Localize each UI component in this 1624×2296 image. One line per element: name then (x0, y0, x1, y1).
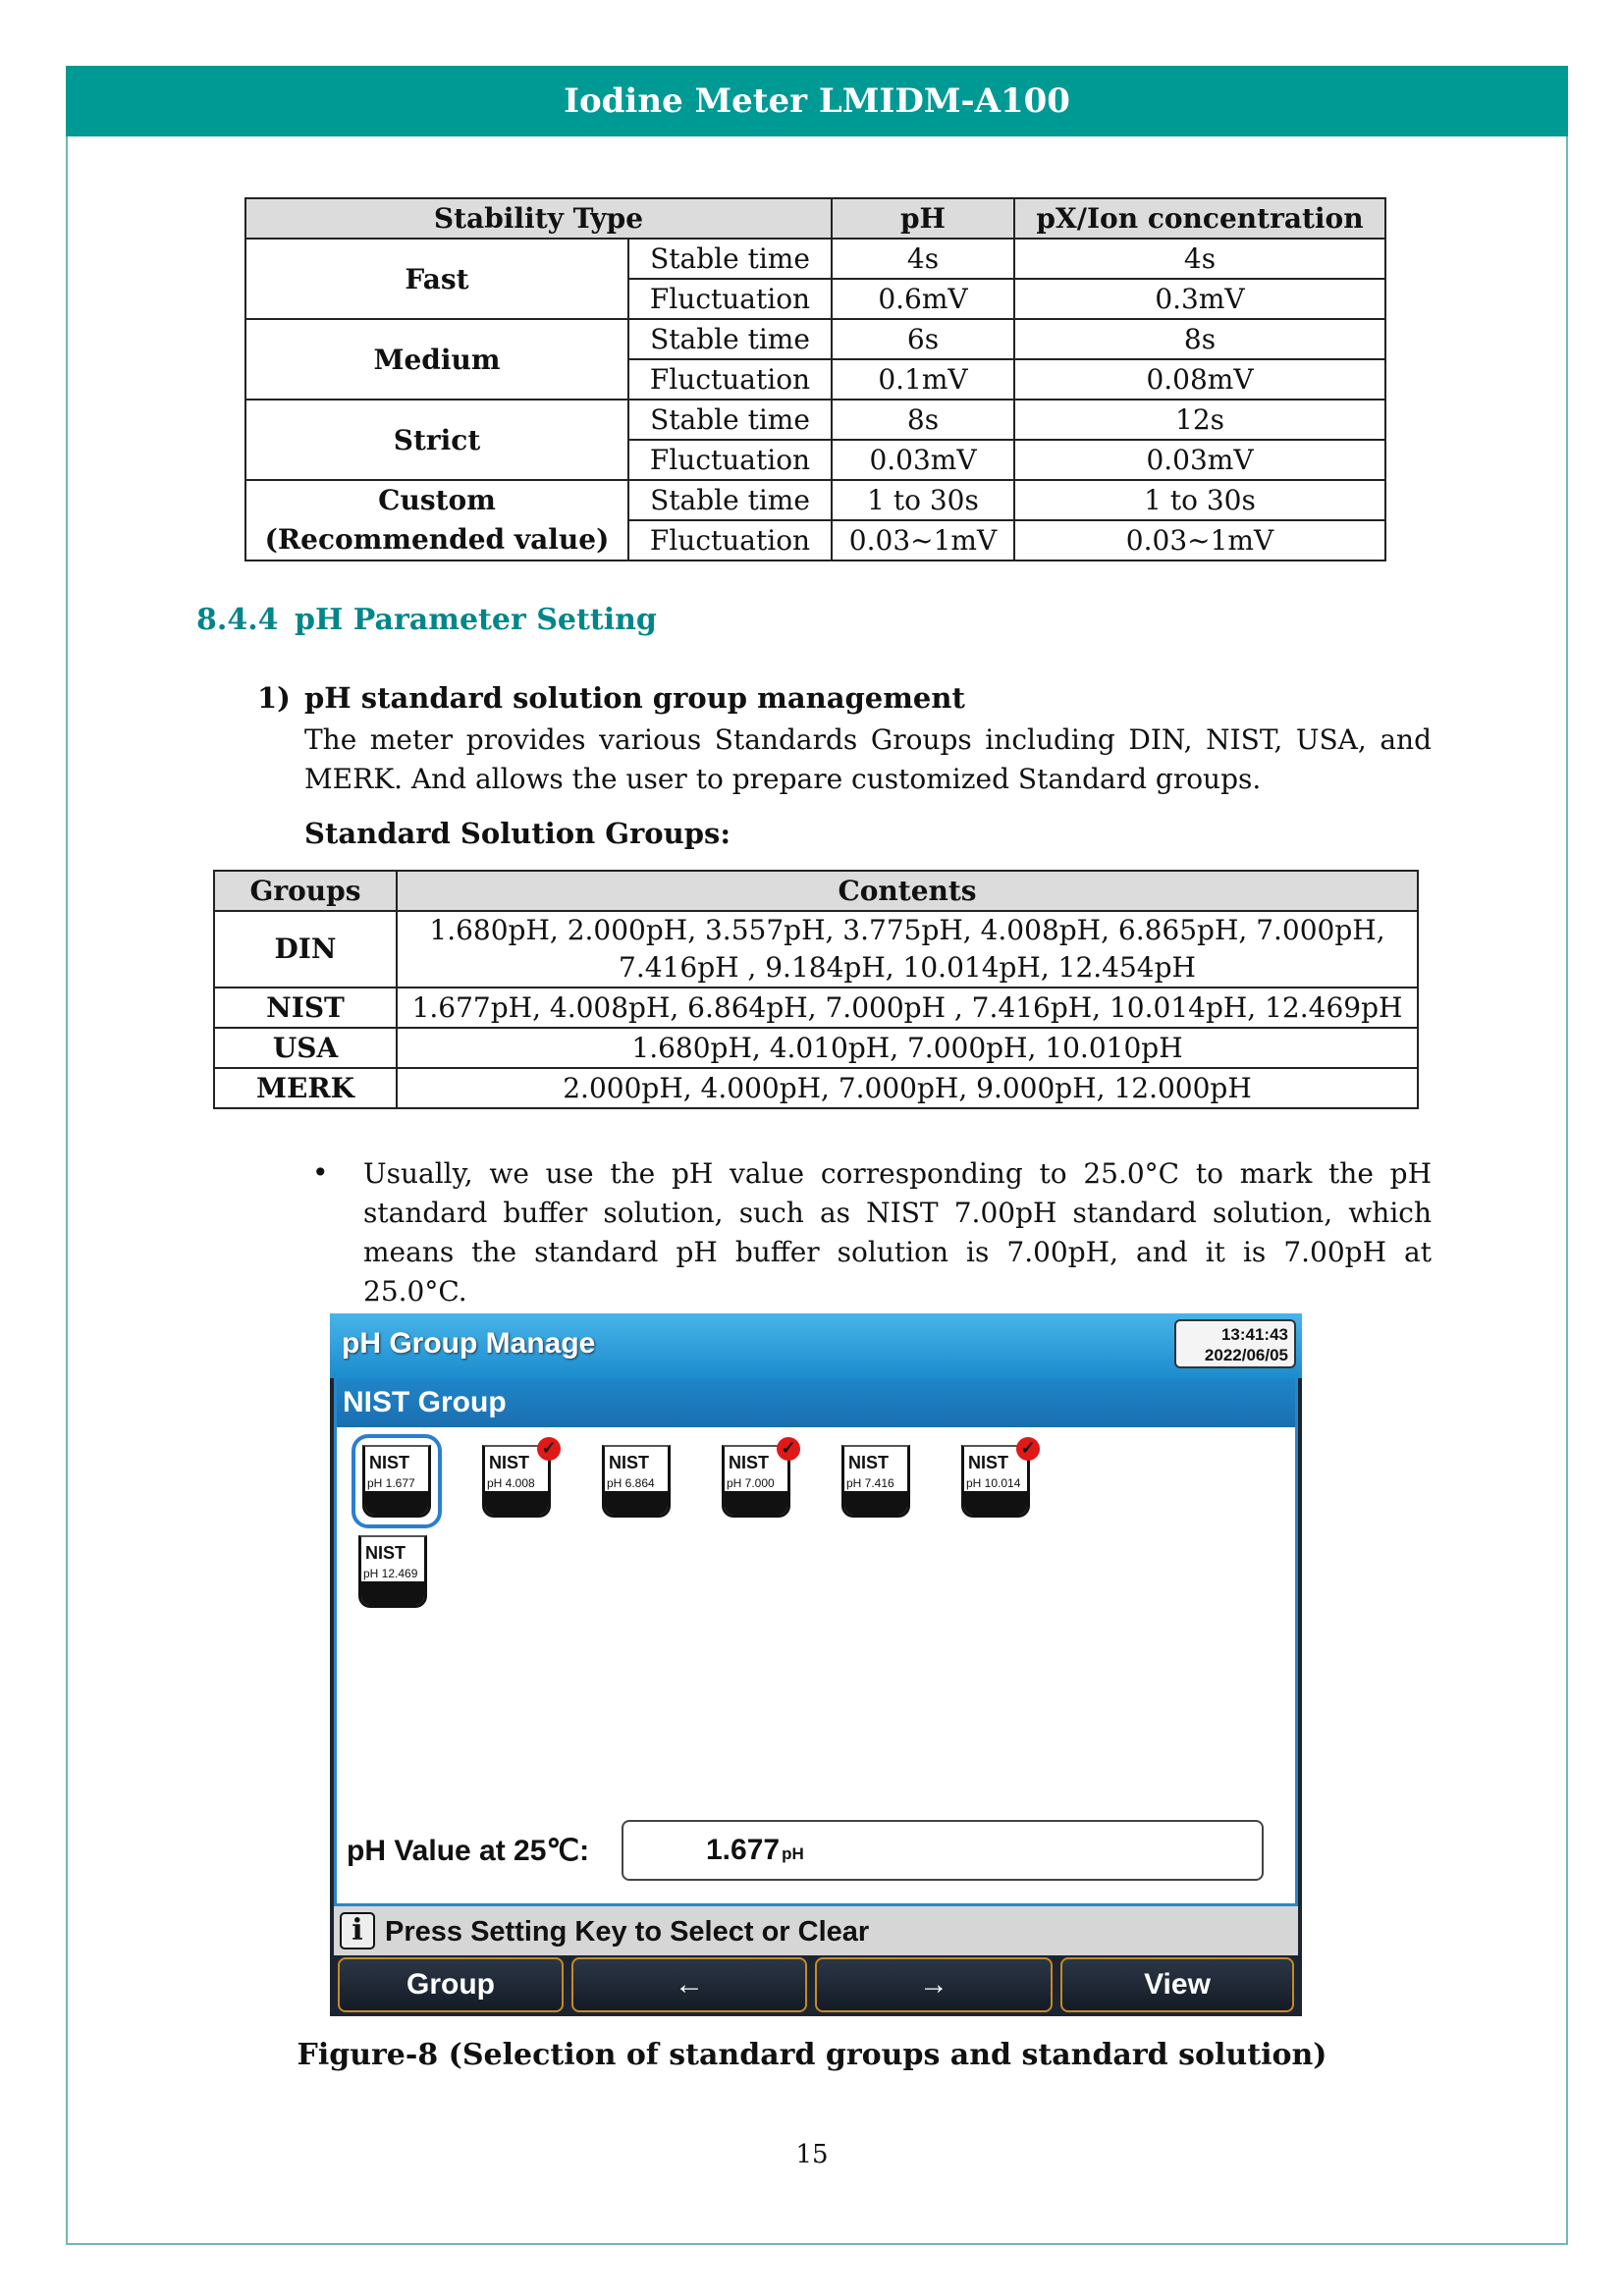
column-header: Contents (397, 871, 1418, 911)
beaker-icon[interactable]: NIST pH 4.008 ✓ (482, 1445, 551, 1518)
table-cell: 0.1mV (832, 359, 1014, 400)
beaker-icon[interactable]: NIST pH 7.000 ✓ (722, 1445, 790, 1518)
ph-value: 1.677 (706, 1834, 781, 1866)
ph-value-label: pH Value at 25℃: (347, 1835, 590, 1867)
column-header: pX/Ion concentration (1014, 198, 1385, 239)
table-cell: Stable time (628, 480, 832, 520)
stability-type-cell: Strict (245, 400, 628, 480)
clock-date: 2022/06/05 (1204, 1346, 1288, 1364)
table-cell: Stable time (628, 239, 832, 279)
beaker-icon[interactable]: NIST pH 12.469 (358, 1535, 427, 1608)
stability-type-cell: Custom (Recommended value) (245, 480, 628, 561)
item-number: 1) (257, 681, 291, 715)
group-contents-cell: 2.000pH, 4.000pH, 7.000pH, 9.000pH, 12.000pH (397, 1068, 1418, 1108)
column-header: pH (832, 198, 1014, 239)
group-softkey[interactable]: Group (338, 1957, 564, 2012)
device-screenshot (330, 1313, 1302, 2016)
stability-type-table (244, 197, 1386, 561)
table-cell: 0.03mV (1014, 440, 1385, 480)
ph-value-field[interactable] (622, 1820, 1264, 1881)
table-row (245, 400, 1385, 440)
page-number: 15 (795, 2140, 829, 2169)
right-arrow-softkey[interactable]: → (815, 1957, 1053, 2012)
info-bar (334, 1906, 1298, 1955)
table-row (214, 911, 1418, 988)
group-contents-cell: 1.680pH, 2.000pH, 3.557pH, 3.775pH, 4.008pH, 6.865pH, 7.000pH, 7.416pH , 9.184pH, 10.014pH, 12.454pH (397, 911, 1418, 988)
table-cell: 0.03~1mV (832, 520, 1014, 561)
group-bar (337, 1378, 1295, 1427)
table-header-row (214, 871, 1418, 911)
beaker-icon[interactable]: NIST pH 6.864 (602, 1445, 671, 1518)
group-name-cell: DIN (214, 911, 397, 988)
table-cell: Stable time (628, 319, 832, 359)
table-row (214, 988, 1418, 1028)
table-cell: 0.6mV (832, 279, 1014, 319)
table-cell: 0.03~1mV (1014, 520, 1385, 561)
bullet-text: Usually, we use the pH value corresponding to 25.0°C to mark the pH standard buffer solution, such as NIST 7.00pH standard solution, which means the standard pH buffer solution is 7.00pH, and it is 7.00pH at 25.0°C. (363, 1157, 1432, 1308)
table-cell: Fluctuation (628, 440, 832, 480)
device-screen-title: pH Group Manage (342, 1327, 596, 1360)
item-paragraph: The meter provides various Standards Groups including DIN, NIST, USA, and MERK. And allows the user to prepare customized Standard groups. (304, 723, 1432, 795)
check-icon: ✓ (537, 1437, 561, 1461)
info-text: Press Setting Key to Select or Clear (385, 1916, 870, 1948)
beaker-icon[interactable]: NIST pH 10.014 ✓ (961, 1445, 1030, 1518)
device-titlebar (330, 1313, 1302, 1378)
table-cell: 0.3mV (1014, 279, 1385, 319)
table-cell: 8s (832, 400, 1014, 440)
table-row (245, 319, 1385, 359)
table-cell: 8s (1014, 319, 1385, 359)
group-contents-cell: 1.680pH, 4.010pH, 7.000pH, 10.010pH (397, 1028, 1418, 1068)
stability-type-cell: Fast (245, 239, 628, 319)
table-cell: 0.08mV (1014, 359, 1385, 400)
table-cell: Fluctuation (628, 279, 832, 319)
left-arrow-softkey[interactable]: ← (571, 1957, 807, 2012)
group-title: NIST Group (343, 1386, 507, 1418)
table-row (214, 1068, 1418, 1108)
item-title: pH standard solution group management (304, 681, 965, 715)
table-cell: 4s (832, 239, 1014, 279)
table-cell: 1 to 30s (832, 480, 1014, 520)
table-cell: 4s (1014, 239, 1385, 279)
document-header (66, 66, 1568, 136)
clock-time: 13:41:43 (1220, 1325, 1288, 1344)
document-title: Iodine Meter LMIDM-A100 (564, 81, 1070, 121)
device-content-panel (334, 1378, 1298, 1906)
info-icon: i (340, 1912, 375, 1949)
group-name-cell: USA (214, 1028, 397, 1068)
group-name-cell: MERK (214, 1068, 397, 1108)
column-header: Groups (214, 871, 397, 911)
table-cell: 12s (1014, 400, 1385, 440)
table-cell: 0.03mV (832, 440, 1014, 480)
figure-caption: Figure-8 (Selection of standard groups and standard solution) (297, 2038, 1327, 2072)
section-number: 8.4.4 (196, 603, 279, 637)
table-row (214, 1028, 1418, 1068)
table-cell: Fluctuation (628, 359, 832, 400)
section-heading (196, 603, 657, 637)
beaker-icon[interactable]: NIST pH 1.677 (362, 1445, 431, 1518)
device-clock (1174, 1319, 1296, 1368)
table-cell: Stable time (628, 400, 832, 440)
beaker-icon[interactable]: NIST pH 7.416 (841, 1445, 910, 1518)
group-name-cell: NIST (214, 988, 397, 1028)
table-row (245, 480, 1385, 520)
table-header-row (245, 198, 1385, 239)
view-softkey[interactable]: View (1060, 1957, 1294, 2012)
ph-unit: pH (782, 1844, 804, 1863)
group-contents-cell: 1.677pH, 4.008pH, 6.864pH, 7.000pH , 7.416pH, 10.014pH, 12.469pH (397, 988, 1418, 1028)
column-header: Stability Type (245, 198, 832, 239)
table-cell: 6s (832, 319, 1014, 359)
bullet-icon: • (312, 1156, 329, 1189)
standard-groups-table (213, 870, 1419, 1109)
check-icon: ✓ (777, 1437, 800, 1461)
check-icon: ✓ (1016, 1437, 1040, 1461)
section-title: pH Parameter Setting (295, 603, 657, 637)
stability-type-cell: Medium (245, 319, 628, 400)
table-row (245, 239, 1385, 279)
sub-heading: Standard Solution Groups: (304, 817, 731, 850)
table-cell: Fluctuation (628, 520, 832, 561)
table-cell: 1 to 30s (1014, 480, 1385, 520)
item-heading (257, 681, 965, 715)
